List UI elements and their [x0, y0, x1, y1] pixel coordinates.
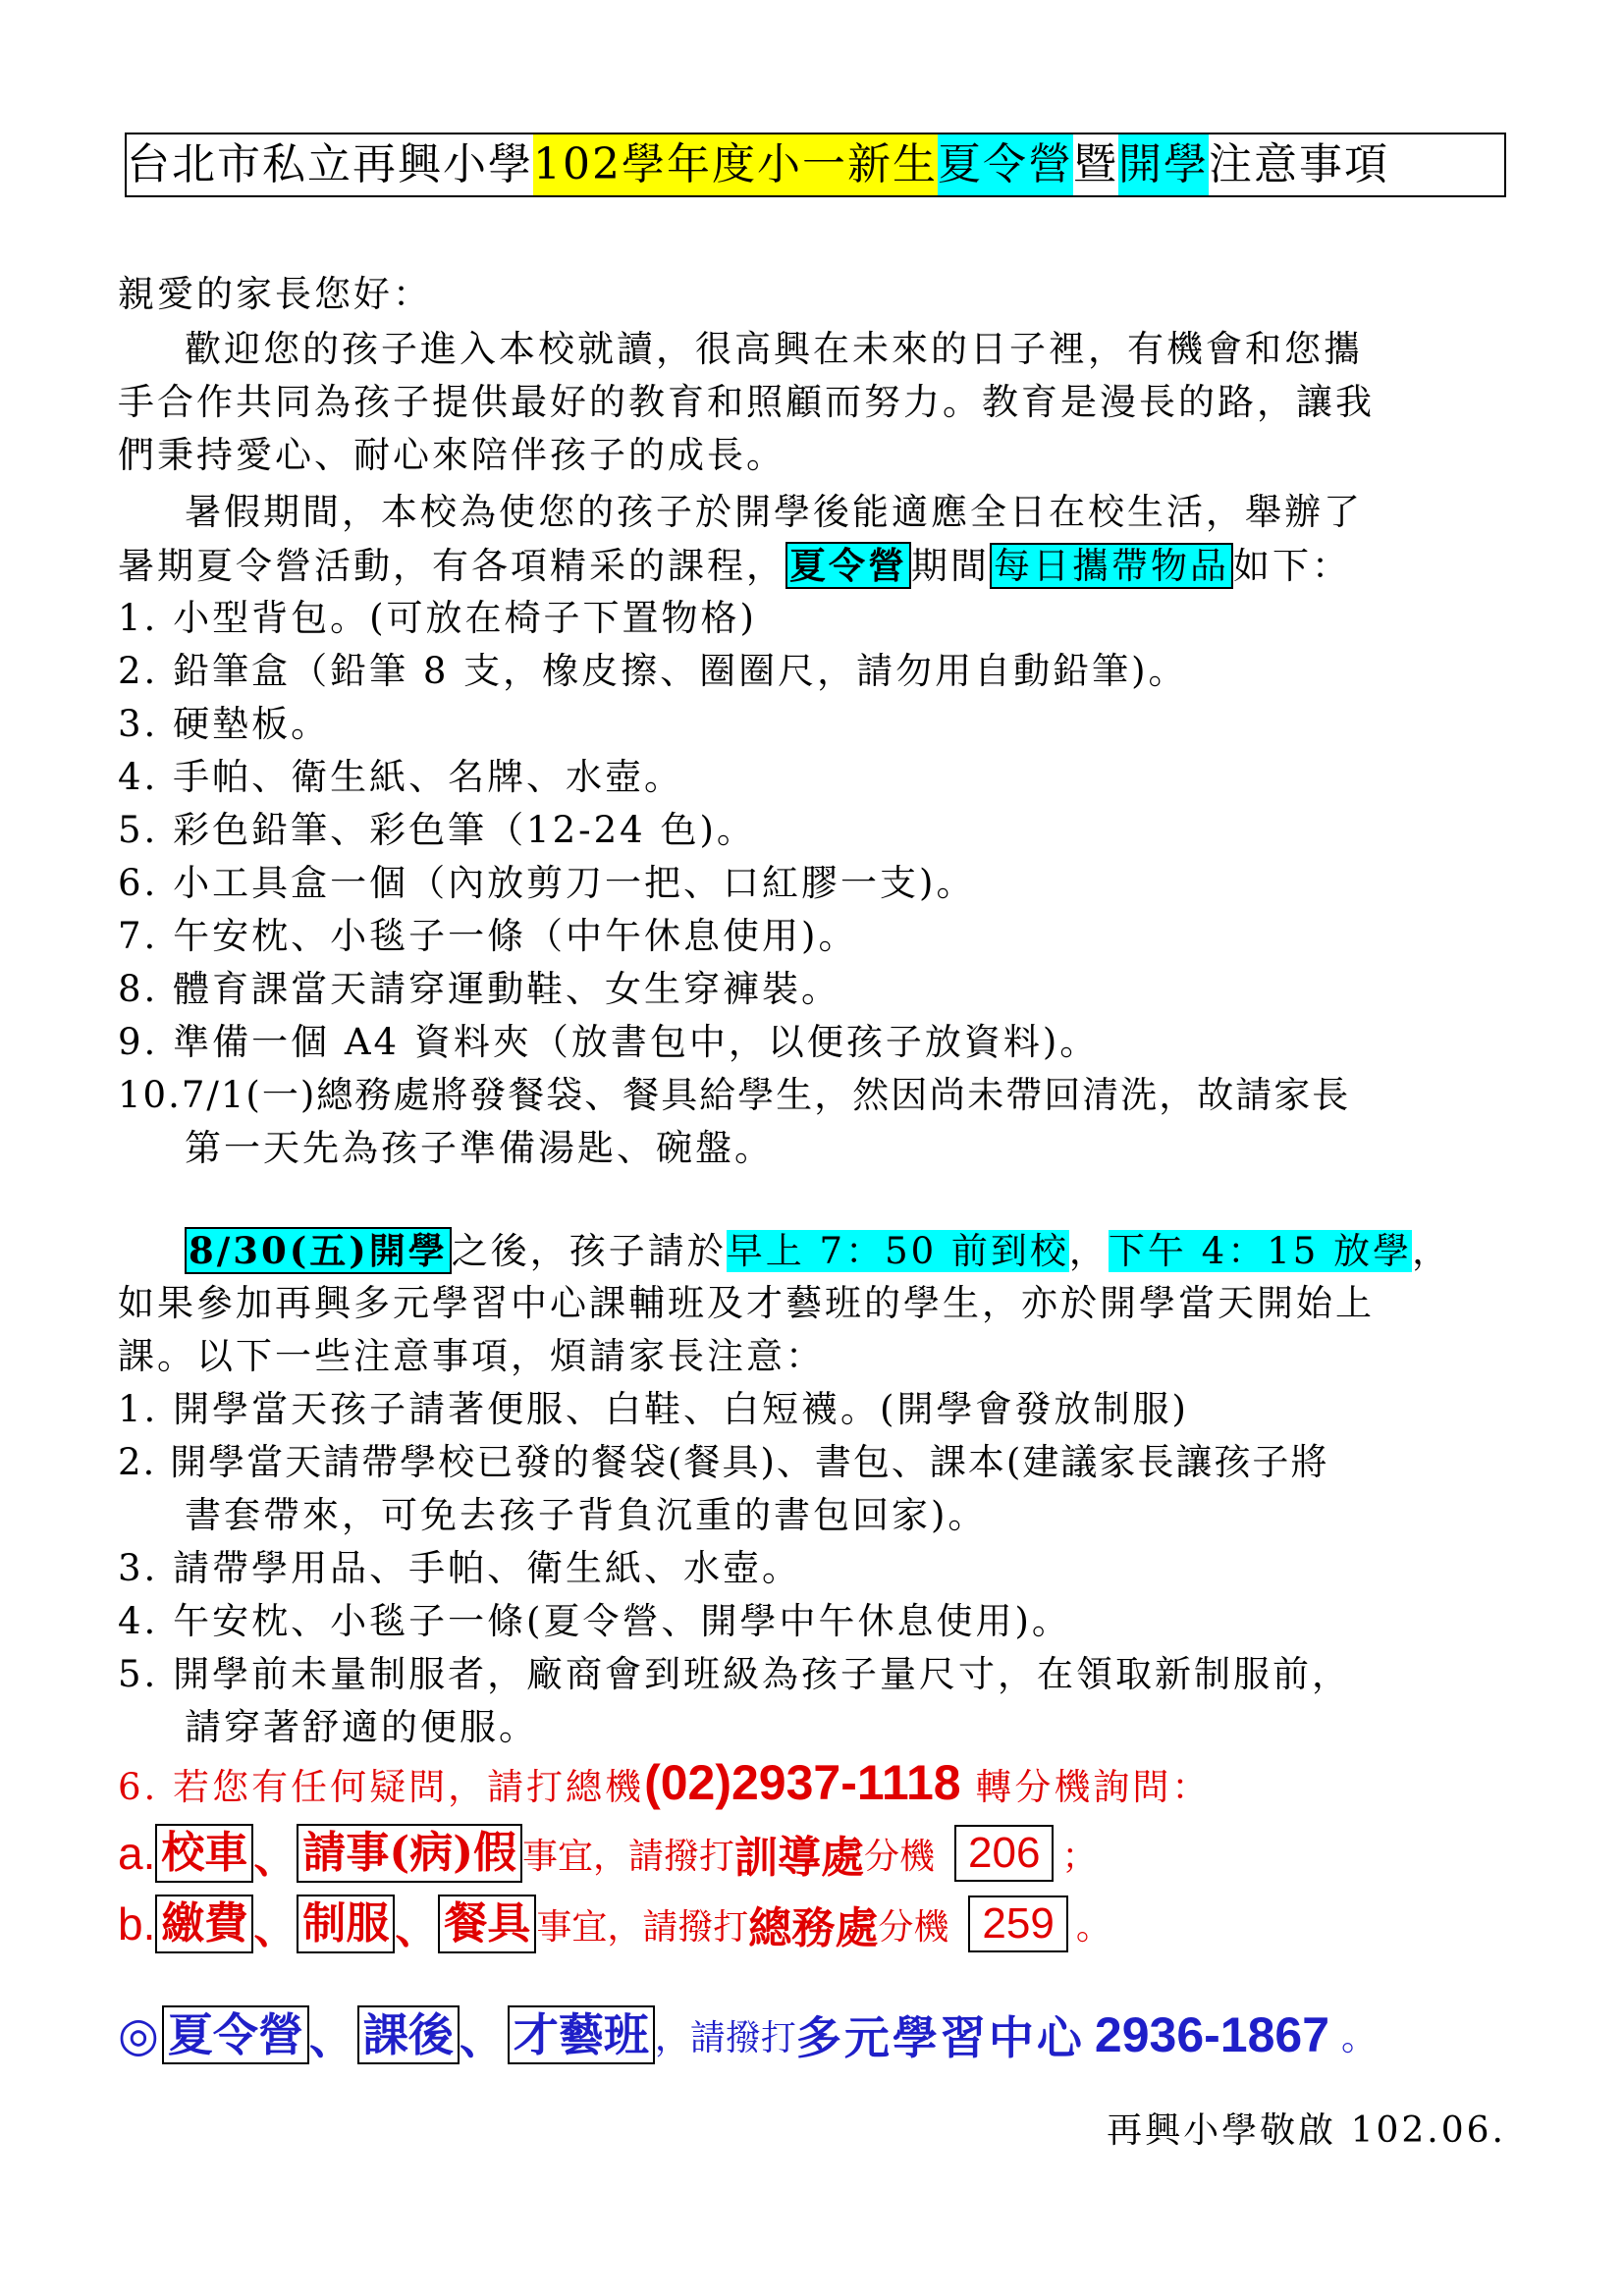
school-start-date-highlight: 8/30(五)開學	[185, 1227, 452, 1274]
contact-a-ext-label: 分機	[864, 1836, 936, 1877]
intro-line-3: 們秉持愛心、耐心來陪伴孩子的成長。	[118, 434, 785, 476]
summer-as-follows: 如下：	[1233, 545, 1351, 587]
greeting: 親愛的家長您好：	[118, 273, 432, 315]
summer-item-5: 5. 彩色鉛筆、彩色筆（12-24 色)。	[118, 809, 756, 851]
contact-b-sep-2: 、	[395, 1903, 439, 1953]
signature: 再興小學敬啟 102.06.	[1107, 2110, 1506, 2151]
school-start-after: 之後，孩子請於	[451, 1230, 727, 1272]
summer-item-4: 4. 手帕、衛生紙、名牌、水壺。	[118, 756, 684, 798]
extension-259: 259	[968, 1896, 1067, 1952]
school-item-1: 1. 開學當天孩子請著便服、白鞋、白短襪。(開學會發放制服)	[118, 1388, 1189, 1430]
school-item-6	[118, 1757, 1211, 1813]
comma-2: ，	[1412, 1230, 1452, 1272]
summer-item-2: 2. 鉛筆盒（鉛筆 8 支，橡皮擦、圈圈尺，請勿用自動鉛筆)。	[118, 650, 1188, 692]
contact-c-mid: ，請撥打	[654, 2017, 796, 2058]
contact-c-sep-1: 、	[308, 2011, 357, 2064]
summer-line-1: 暑假期間，本校為使您的孩子於開學後能適應全日在校生活，舉辦了	[185, 491, 1363, 533]
title-summer-camp: 夏令營	[938, 134, 1073, 195]
summer-line-2-text: 暑期夏令營活動，有各項精采的課程，	[118, 545, 785, 587]
title-school-start: 開學	[1118, 134, 1209, 195]
summer-item-10: 10.7/1(一)總務處將發餐袋、餐具給學生，然因尚未帶回清洗，故請家長	[118, 1074, 1351, 1116]
school-start-line-2: 如果參加再興多元學習中心課輔班及才藝班的學生，亦於開學當天開始上	[118, 1282, 1375, 1324]
intro-line-2: 手合作共同為孩子提供最好的教育和照顧而努力。教育是漫長的路，讓我	[118, 381, 1375, 423]
fees-box: 繳費	[155, 1895, 253, 1953]
school-item-4: 4. 午安枕、小毯子一條(夏令營、開學中午休息使用)。	[118, 1600, 1071, 1642]
contact-line-b	[118, 1893, 1111, 1955]
contact-b-mid: 事宜，請撥打	[536, 1906, 749, 1948]
contact-a-end: ；	[1061, 1836, 1098, 1877]
school-item-2-cont: 書套帶來，可免去孩子背負沉重的書包回家)。	[185, 1494, 988, 1536]
main-phone-number: (02)2937-1118	[644, 1755, 961, 1810]
ext-ask-text: 轉分機詢問：	[960, 1766, 1212, 1808]
document-title	[125, 133, 1506, 197]
summer-camp-highlight: 夏令營	[785, 542, 911, 589]
contact-a-mid: 事宜，請撥打	[522, 1836, 735, 1877]
question-text: 6. 若您有任何疑問，請打總機	[118, 1766, 645, 1808]
school-item-3: 3. 請帶學用品、手帕、衛生紙、水壺。	[118, 1547, 802, 1589]
contact-line-c	[118, 2002, 1377, 2067]
arrival-time-highlight: 早上 7：50 前到校	[726, 1230, 1069, 1272]
talent-class-box: 才藝班	[508, 2005, 655, 2064]
summer-item-10-cont: 第一天先為孩子準備湯匙、碗盤。	[185, 1127, 774, 1169]
school-bus-box: 校車	[155, 1824, 253, 1883]
learning-center-name: 多元學習中心	[795, 2011, 1085, 2064]
contact-b-sep-1: 、	[253, 1903, 298, 1953]
summer-item-9: 9. 準備一個 A4 資料夾（放書包中，以便孩子放資料)。	[118, 1021, 1100, 1063]
contact-c-end: 。	[1341, 2017, 1378, 2058]
title-year-grade: 102學年度小一新生	[533, 134, 938, 195]
discipline-office: 訓導處	[734, 1833, 865, 1883]
school-item-5: 5. 開學前未量制服者，廠商會到班級為孩子量尺寸，在領取新制服前，	[118, 1653, 1352, 1695]
summer-item-6: 6. 小工具盒一個（內放剪刀一把、口紅膠一支)。	[118, 862, 976, 904]
contact-b-ext-label: 分機	[878, 1906, 949, 1948]
summer-camp-box: 夏令營	[162, 2005, 309, 2064]
double-circle-mark: ◎	[118, 2007, 162, 2062]
contact-c-sep-2: 、	[459, 2011, 508, 2064]
extension-206: 206	[954, 1825, 1054, 1882]
school-item-5-cont: 請穿著舒適的便服。	[185, 1706, 538, 1748]
after-school-box: 課後	[357, 2005, 460, 2064]
school-start-line-3: 課。以下一些注意事項，煩請家長注意：	[118, 1335, 825, 1377]
dismissal-time-highlight: 下午 4：15 放學	[1108, 1230, 1413, 1272]
title-school: 台北市私立再興小學	[127, 139, 533, 189]
contact-b-prefix: b.	[118, 1898, 156, 1949]
title-notice: 注意事項	[1208, 139, 1389, 189]
leave-box: 請事(病)假	[297, 1824, 522, 1883]
contact-a-sep: 、	[253, 1833, 298, 1883]
summer-item-3: 3. 硬墊板。	[118, 703, 331, 745]
uniform-box: 制服	[297, 1895, 395, 1953]
summer-line-2	[118, 540, 1351, 592]
school-start-line-1	[185, 1225, 1451, 1277]
learning-center-phone: 2936-1867	[1094, 2007, 1330, 2062]
intro-line-1: 歡迎您的孩子進入本校就讀，很高興在未來的日子裡，有機會和您攜	[185, 328, 1363, 370]
summer-item-1: 1. 小型背包。(可放在椅子下置物格)	[118, 597, 757, 639]
school-item-2: 2. 開學當天請帶學校已發的餐袋(餐具)、書包、課本(建議家長讓孩子將	[118, 1441, 1329, 1483]
utensils-box: 餐具	[438, 1895, 536, 1953]
title-and: 暨	[1072, 139, 1118, 189]
summer-period-text: 期間	[911, 545, 990, 587]
comma-1: ，	[1068, 1230, 1109, 1272]
daily-items-highlight: 每日攜帶物品	[990, 543, 1233, 589]
contact-line-a	[118, 1822, 1097, 1885]
contact-b-end: 。	[1075, 1906, 1111, 1948]
general-affairs-office: 總務處	[748, 1903, 879, 1953]
summer-item-8: 8. 體育課當天請穿運動鞋、女生穿褲裝。	[118, 968, 841, 1010]
summer-item-7: 7. 午安枕、小毯子一條（中午休息使用)。	[118, 915, 858, 957]
contact-a-prefix: a.	[118, 1828, 156, 1879]
